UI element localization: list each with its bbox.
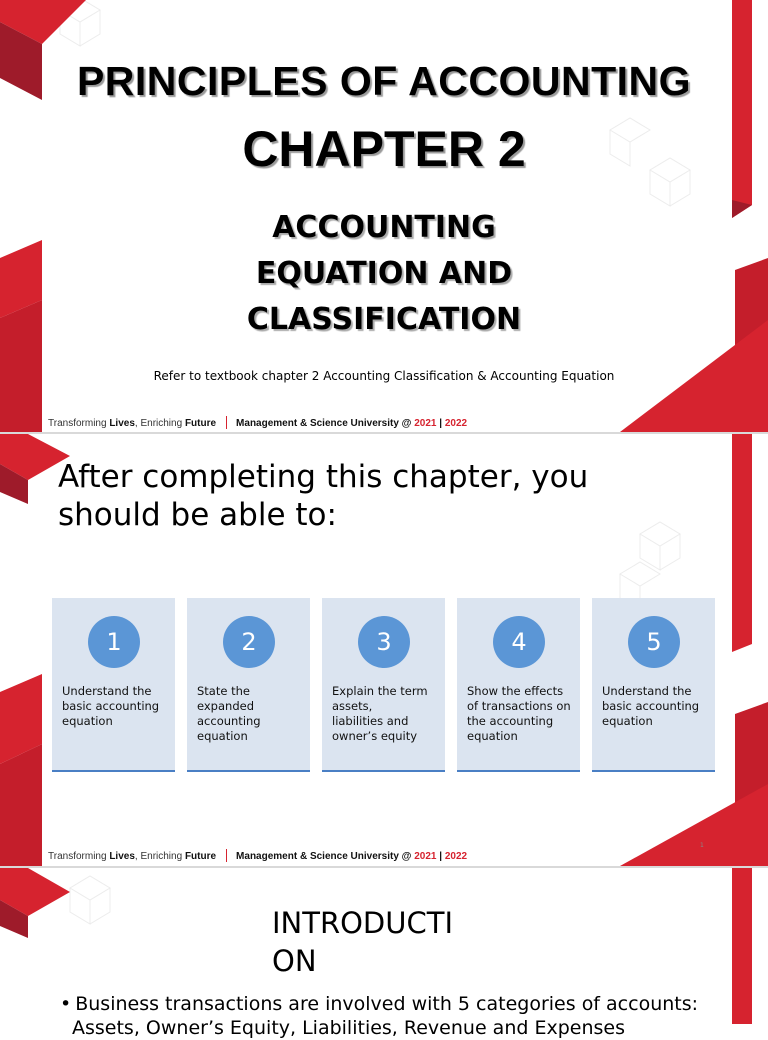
footer-pipe: | [439,418,443,429]
footer-year: 2022 [444,851,468,862]
objective-card-2 [187,598,310,772]
objective-card-3 [322,598,445,772]
footer-divider [226,416,227,429]
chapter-title: CHAPTER 2 [242,121,526,177]
subtitle-line-1: ACCOUNTING [272,210,496,245]
subtitle-line-3: CLASSIFICATION [246,302,522,337]
objective-number: 4 [493,616,545,668]
objective-text: Show the effects of transactions on the accounting equation [467,684,571,743]
objective-card-5 [592,598,715,772]
footer-year: 2021 [414,418,437,429]
bullet-item [60,992,698,1040]
objective-card-1 [52,598,175,772]
footer-year: 2022 [444,418,468,429]
course-title: PRINCIPLES OF ACCOUNTING [76,58,692,104]
bullet-text-continued: Assets, Owner’s Equity, Liabilities, Revenue and Expenses [72,1017,625,1039]
footer-divider [226,849,227,862]
introduction-slide [0,868,768,1039]
footer-word: Future [184,851,217,862]
footer-pipe: | [439,851,443,862]
objectives-slide [0,434,768,866]
title-slide [0,0,768,432]
footer-year: 2021 [414,851,437,862]
objective-number: 3 [358,616,410,668]
footer-university: Management & Science University @ [236,851,412,862]
footer-word: , Enriching [134,851,183,862]
objective-text: Understand the basic accounting equation [602,684,700,728]
objective-number: 5 [628,616,680,668]
footer-word: Future [184,418,217,429]
footer-word: , Enriching [134,418,183,429]
subtitle-line-2: EQUATION AND [255,256,513,291]
footer-word: Lives [109,851,135,862]
footer-word: Transforming [48,851,107,862]
objective-number: 2 [223,616,275,668]
footer-university: Management & Science University @ [236,418,412,429]
bullet-symbol: • [60,993,72,1015]
footer-word: Transforming [48,418,107,429]
introduction-heading: INTRODUCTI ON [272,906,454,978]
bullet-text: Business transactions are involved with 5 categories of accounts: [75,993,699,1015]
footer-word: Lives [109,418,135,429]
objective-number: 1 [88,616,140,668]
page-number: 1 [700,842,704,849]
objective-text: Understand the basic accounting equation [62,684,160,728]
objective-text: Explain the term assets, liabilities and owner’s equity [332,684,428,743]
objective-card-4 [457,598,580,772]
chapter-subtitle [0,205,768,343]
slide-footer [48,849,467,862]
textbook-reference: Refer to textbook chapter 2 Accounting Classification & Accounting Equation [153,369,615,383]
objectives-heading: After completing this chapter, you should be able to: [58,459,589,533]
slide-footer [48,416,467,429]
objective-text: State the expanded accounting equation [197,684,261,743]
